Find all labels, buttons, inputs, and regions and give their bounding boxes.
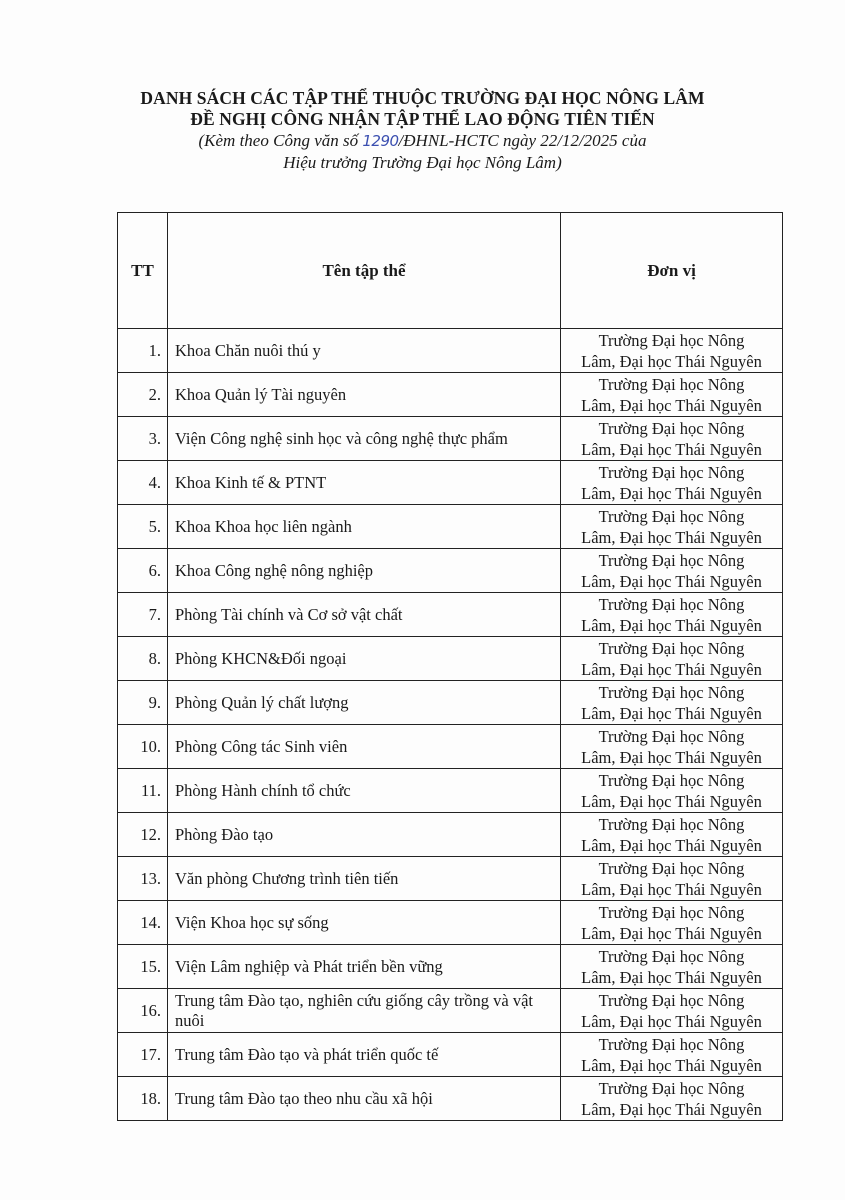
unit-line-1: Trường Đại học Nông bbox=[598, 506, 745, 526]
collective-name: Trung tâm Đào tạo, nghiên cứu giống cây trồng và vật nuôi bbox=[168, 989, 561, 1033]
table-body bbox=[118, 329, 783, 1121]
unit-line-1: Trường Đại học Nông bbox=[598, 1034, 745, 1054]
unit-line-2: Lâm, Đại học Thái Nguyên bbox=[581, 879, 762, 899]
row-number: 17. bbox=[118, 1033, 168, 1077]
collectives-table bbox=[117, 212, 783, 1121]
unit-line-1: Trường Đại học Nông bbox=[598, 1078, 745, 1098]
unit-cell bbox=[561, 1033, 783, 1077]
table-row bbox=[118, 769, 783, 813]
unit-line-1: Trường Đại học Nông bbox=[598, 770, 745, 790]
unit-cell bbox=[561, 945, 783, 989]
reference-line-2: Hiệu trưởng Trường Đại học Nông Lâm) bbox=[283, 153, 562, 172]
unit-line-1: Trường Đại học Nông bbox=[598, 594, 745, 614]
collective-name: Phòng Hành chính tổ chức bbox=[168, 769, 561, 813]
row-number: 10. bbox=[118, 725, 168, 769]
table-row bbox=[118, 725, 783, 769]
collective-name: Viện Khoa học sự sống bbox=[168, 901, 561, 945]
row-number: 7. bbox=[118, 593, 168, 637]
table-row bbox=[118, 637, 783, 681]
table-row bbox=[118, 901, 783, 945]
row-number: 12. bbox=[118, 813, 168, 857]
collective-name: Văn phòng Chương trình tiên tiến bbox=[168, 857, 561, 901]
row-number: 9. bbox=[118, 681, 168, 725]
unit-line-2: Lâm, Đại học Thái Nguyên bbox=[581, 1099, 762, 1119]
table-row bbox=[118, 505, 783, 549]
unit-line-1: Trường Đại học Nông bbox=[598, 946, 745, 966]
table-row bbox=[118, 1077, 783, 1121]
unit-cell bbox=[561, 1077, 783, 1121]
unit-line-1: Trường Đại học Nông bbox=[598, 682, 745, 702]
unit-cell bbox=[561, 813, 783, 857]
unit-cell bbox=[561, 901, 783, 945]
row-number: 16. bbox=[118, 989, 168, 1033]
unit-line-1: Trường Đại học Nông bbox=[598, 726, 745, 746]
row-number: 18. bbox=[118, 1077, 168, 1121]
unit-line-2: Lâm, Đại học Thái Nguyên bbox=[581, 483, 762, 503]
unit-cell bbox=[561, 681, 783, 725]
table-row bbox=[118, 593, 783, 637]
collective-name: Khoa Quản lý Tài nguyên bbox=[168, 373, 561, 417]
collective-name: Khoa Chăn nuôi thú y bbox=[168, 329, 561, 373]
table-row bbox=[118, 945, 783, 989]
unit-line-1: Trường Đại học Nông bbox=[598, 814, 745, 834]
unit-line-1: Trường Đại học Nông bbox=[598, 418, 745, 438]
table-row bbox=[118, 1033, 783, 1077]
title-line-2: ĐỀ NGHỊ CÔNG NHẬN TẬP THỂ LAO ĐỘNG TIÊN TIẾN bbox=[190, 109, 655, 129]
unit-cell bbox=[561, 769, 783, 813]
unit-line-2: Lâm, Đại học Thái Nguyên bbox=[581, 615, 762, 635]
row-number: 15. bbox=[118, 945, 168, 989]
unit-line-1: Trường Đại học Nông bbox=[598, 550, 745, 570]
unit-line-1: Trường Đại học Nông bbox=[598, 330, 745, 350]
unit-line-2: Lâm, Đại học Thái Nguyên bbox=[581, 1055, 762, 1075]
unit-cell bbox=[561, 461, 783, 505]
document-heading bbox=[0, 88, 845, 173]
header-unit: Đơn vị bbox=[561, 213, 783, 329]
row-number: 6. bbox=[118, 549, 168, 593]
title-line-1: DANH SÁCH CÁC TẬP THỂ THUỘC TRƯỜNG ĐẠI HỌC NÔNG LÂM bbox=[140, 88, 705, 108]
unit-cell bbox=[561, 373, 783, 417]
unit-line-2: Lâm, Đại học Thái Nguyên bbox=[581, 791, 762, 811]
collective-name: Phòng Tài chính và Cơ sở vật chất bbox=[168, 593, 561, 637]
table-row bbox=[118, 329, 783, 373]
unit-line-1: Trường Đại học Nông bbox=[598, 990, 745, 1010]
unit-cell bbox=[561, 989, 783, 1033]
unit-line-2: Lâm, Đại học Thái Nguyên bbox=[581, 395, 762, 415]
collective-name: Viện Lâm nghiệp và Phát triển bền vững bbox=[168, 945, 561, 989]
table-row bbox=[118, 989, 783, 1033]
handwritten-doc-number: 1290 bbox=[362, 132, 399, 150]
row-number: 13. bbox=[118, 857, 168, 901]
unit-line-2: Lâm, Đại học Thái Nguyên bbox=[581, 967, 762, 987]
collective-name: Trung tâm Đào tạo và phát triển quốc tế bbox=[168, 1033, 561, 1077]
unit-cell bbox=[561, 857, 783, 901]
table-row bbox=[118, 417, 783, 461]
collective-name: Khoa Khoa học liên ngành bbox=[168, 505, 561, 549]
unit-cell bbox=[561, 505, 783, 549]
collective-name: Phòng Quản lý chất lượng bbox=[168, 681, 561, 725]
unit-cell bbox=[561, 549, 783, 593]
header-name: Tên tập thể bbox=[168, 213, 561, 329]
unit-line-2: Lâm, Đại học Thái Nguyên bbox=[581, 747, 762, 767]
row-number: 5. bbox=[118, 505, 168, 549]
row-number: 1. bbox=[118, 329, 168, 373]
row-number: 8. bbox=[118, 637, 168, 681]
table-row bbox=[118, 461, 783, 505]
unit-line-2: Lâm, Đại học Thái Nguyên bbox=[581, 439, 762, 459]
unit-cell bbox=[561, 637, 783, 681]
unit-line-2: Lâm, Đại học Thái Nguyên bbox=[581, 659, 762, 679]
unit-cell bbox=[561, 417, 783, 461]
reference-line-1 bbox=[0, 130, 845, 152]
unit-line-2: Lâm, Đại học Thái Nguyên bbox=[581, 923, 762, 943]
row-number: 14. bbox=[118, 901, 168, 945]
unit-line-1: Trường Đại học Nông bbox=[598, 902, 745, 922]
unit-cell bbox=[561, 593, 783, 637]
unit-line-2: Lâm, Đại học Thái Nguyên bbox=[581, 835, 762, 855]
table-header-row bbox=[118, 213, 783, 329]
unit-line-2: Lâm, Đại học Thái Nguyên bbox=[581, 351, 762, 371]
collective-name: Khoa Kinh tế & PTNT bbox=[168, 461, 561, 505]
unit-line-2: Lâm, Đại học Thái Nguyên bbox=[581, 571, 762, 591]
unit-line-2: Lâm, Đại học Thái Nguyên bbox=[581, 527, 762, 547]
row-number: 11. bbox=[118, 769, 168, 813]
unit-line-2: Lâm, Đại học Thái Nguyên bbox=[581, 703, 762, 723]
collective-name: Viện Công nghệ sinh học và công nghệ thực phẩm bbox=[168, 417, 561, 461]
collective-name: Phòng Đào tạo bbox=[168, 813, 561, 857]
reference-prefix: (Kèm theo Công văn số bbox=[198, 131, 363, 150]
header-tt: TT bbox=[118, 213, 168, 329]
unit-line-1: Trường Đại học Nông bbox=[598, 462, 745, 482]
collective-name: Trung tâm Đào tạo theo nhu cầu xã hội bbox=[168, 1077, 561, 1121]
unit-line-1: Trường Đại học Nông bbox=[598, 858, 745, 878]
collective-name: Phòng KHCN&Đối ngoại bbox=[168, 637, 561, 681]
table-row bbox=[118, 857, 783, 901]
reference-suffix: /ĐHNL-HCTC ngày 22/12/2025 của bbox=[398, 131, 647, 150]
unit-cell bbox=[561, 329, 783, 373]
collective-name: Khoa Công nghệ nông nghiệp bbox=[168, 549, 561, 593]
unit-line-1: Trường Đại học Nông bbox=[598, 374, 745, 394]
table-row bbox=[118, 813, 783, 857]
unit-line-2: Lâm, Đại học Thái Nguyên bbox=[581, 1011, 762, 1031]
table-row bbox=[118, 681, 783, 725]
collective-name: Phòng Công tác Sinh viên bbox=[168, 725, 561, 769]
table-row bbox=[118, 549, 783, 593]
row-number: 4. bbox=[118, 461, 168, 505]
row-number: 2. bbox=[118, 373, 168, 417]
unit-line-1: Trường Đại học Nông bbox=[598, 638, 745, 658]
unit-cell bbox=[561, 725, 783, 769]
table-row bbox=[118, 373, 783, 417]
row-number: 3. bbox=[118, 417, 168, 461]
